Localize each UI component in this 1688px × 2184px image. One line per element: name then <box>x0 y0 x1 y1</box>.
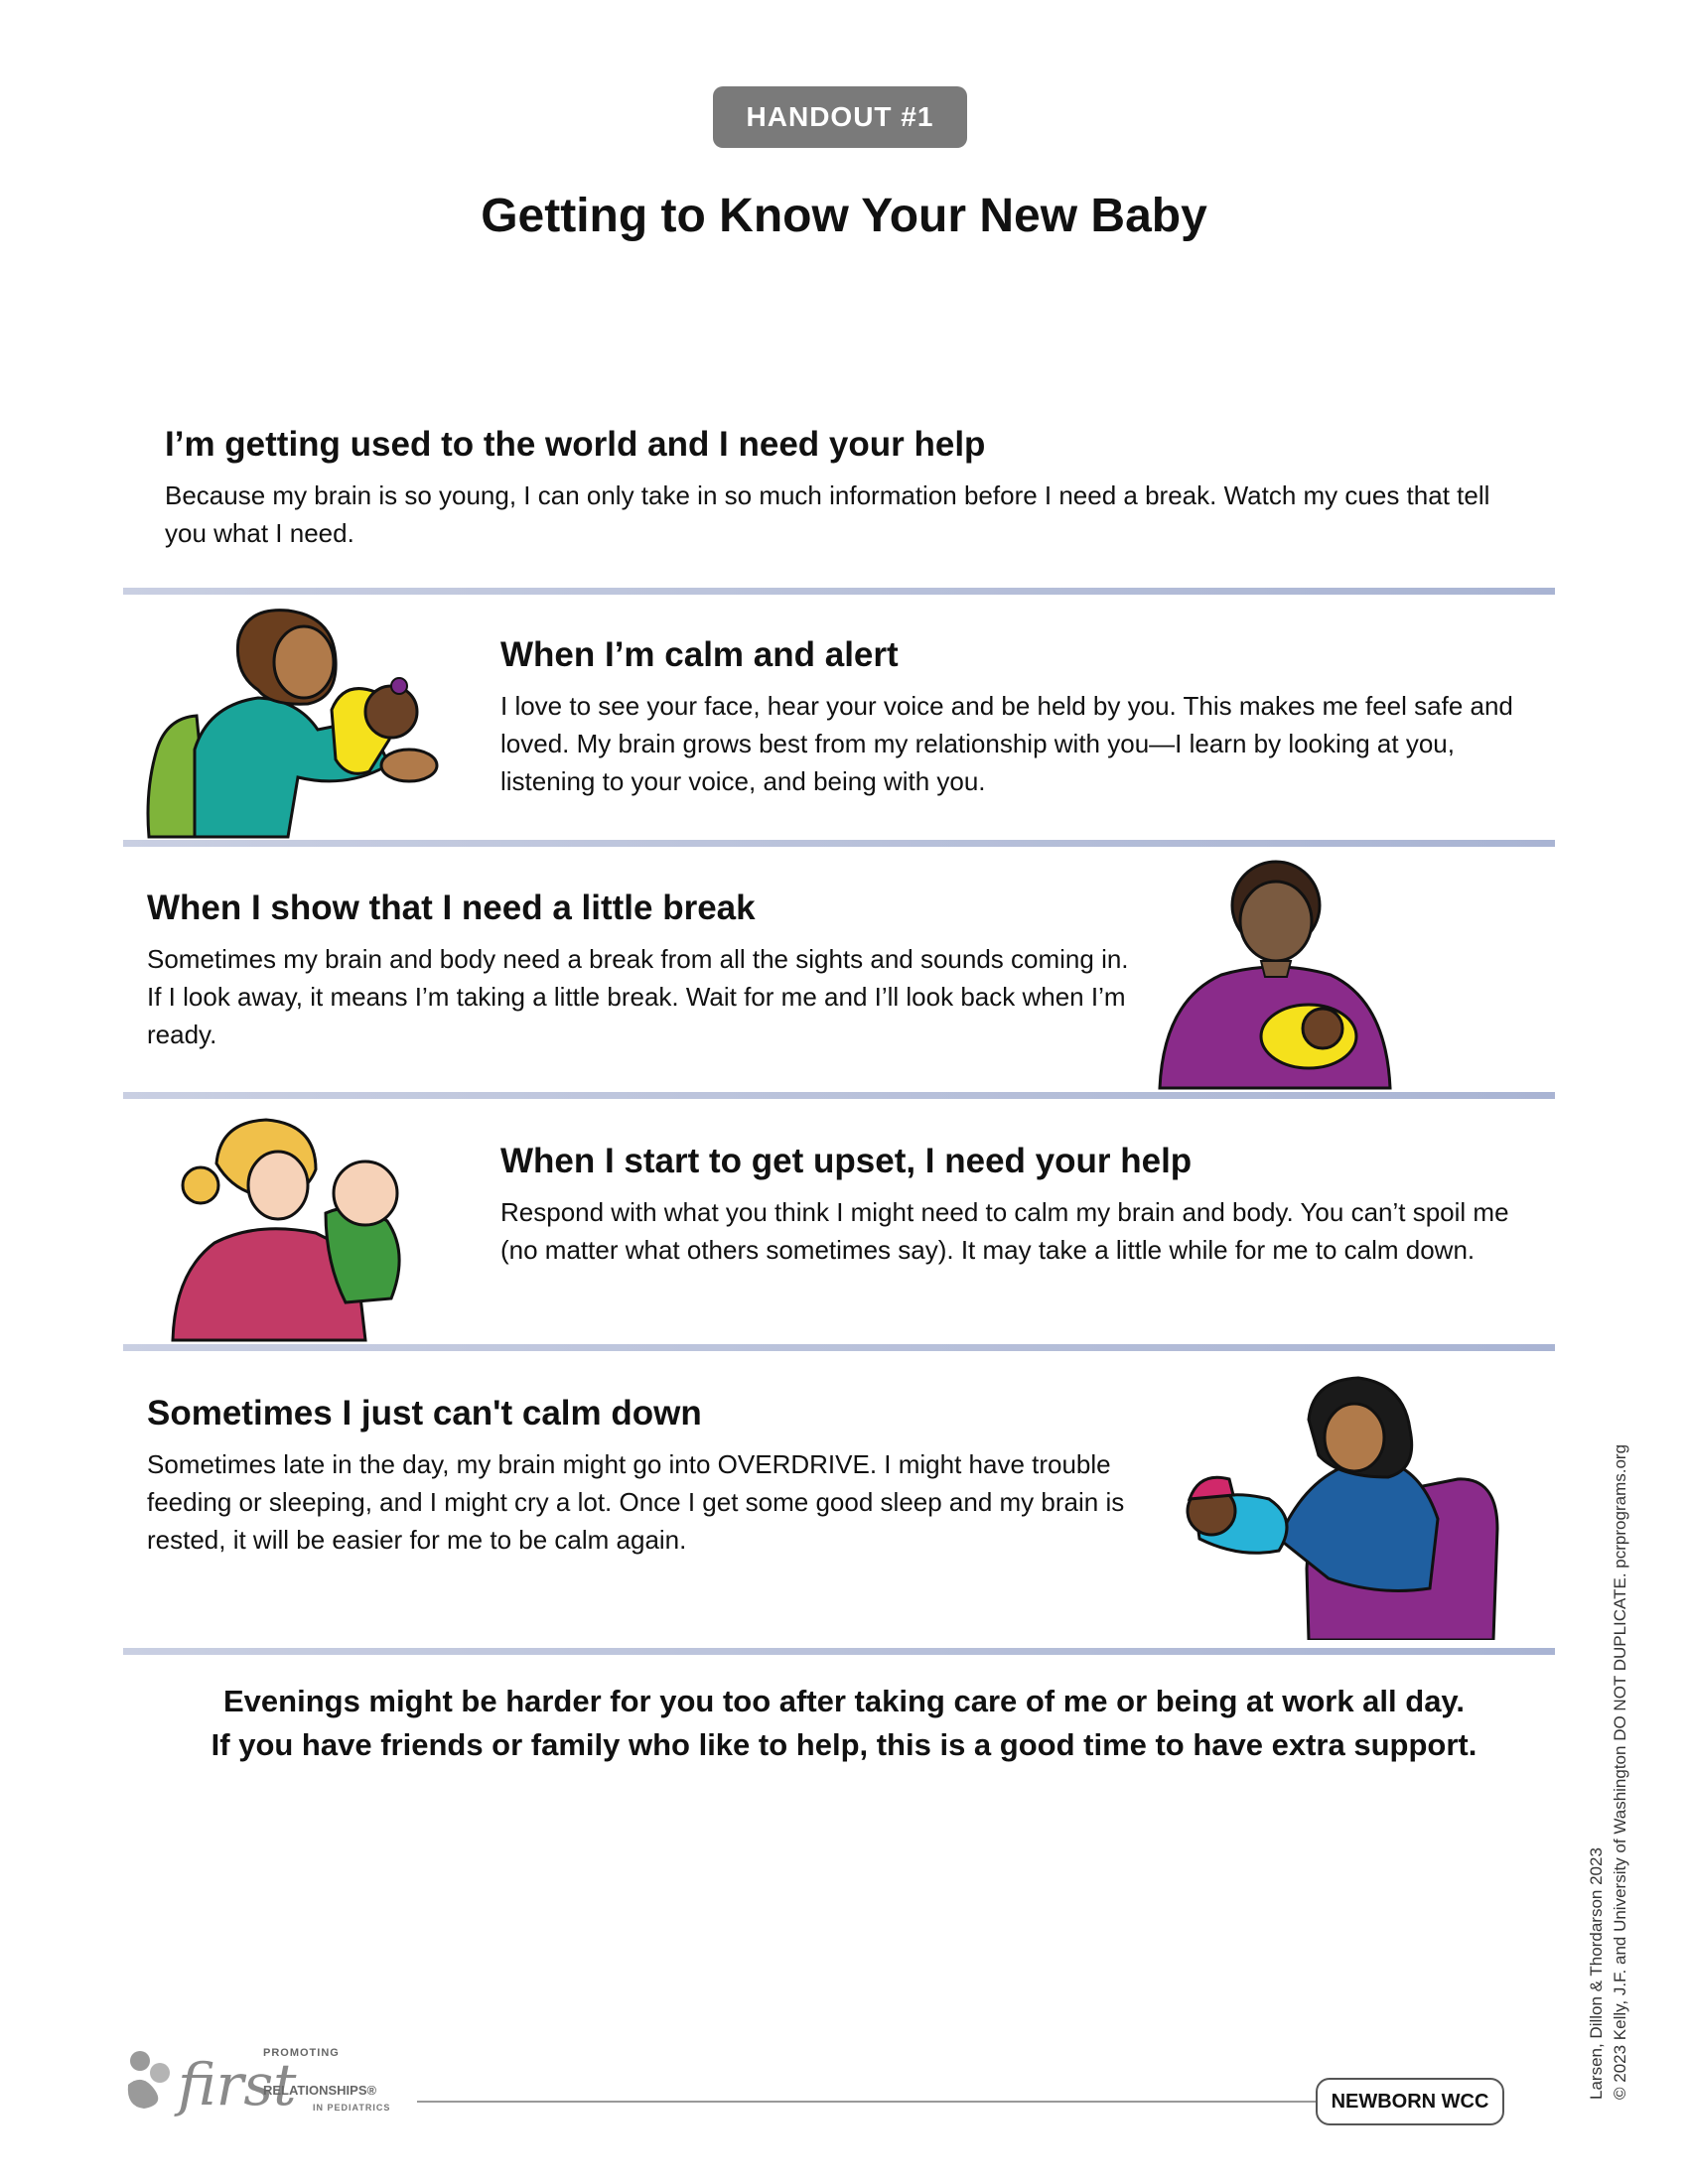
mother-holding-baby-illustration <box>139 601 457 839</box>
page-title: Getting to Know Your New Baby <box>481 190 1207 242</box>
section-body: I love to see your face, hear your voice and be held by you. This makes me feel safe and loved. My brain grows best from my relationship with you—I learn by looking at you, listening to your voice, and being with you. <box>500 691 1513 796</box>
getting-upset-section <box>500 1142 1513 1269</box>
section-divider <box>123 1092 1555 1099</box>
section-divider <box>123 1648 1555 1655</box>
credit-line: Larsen, Dillon & Thordarson 2023 <box>1587 1847 1606 2100</box>
section-heading: When I’m calm and alert <box>500 635 899 674</box>
logo-first: first <box>178 2051 297 2118</box>
section-body: Sometimes late in the day, my brain might go into OVERDRIVE. I might have trouble feeding or sleeping, and I might cry a lot. Once I get some good sleep and my brain is rested, it will be easier for me to be calm again. <box>147 1449 1125 1555</box>
newborn-wcc-badge: NEWBORN WCC <box>1316 2078 1504 2125</box>
closing-line-1: Evenings might be harder for you too after taking care of me or being at work all day. <box>222 1684 1465 1718</box>
mother-comforting-baby-illustration <box>167 1104 425 1342</box>
mother-in-chair-illustration <box>1160 1360 1507 1640</box>
copyright-notice <box>1585 1286 1632 2100</box>
logo-relationships: RELATIONSHIPS® <box>263 2083 377 2098</box>
logo-in-pediatrics: IN PEDIATRICS <box>313 2103 391 2113</box>
cant-calm-down-section <box>147 1394 1130 1559</box>
section-heading: When I show that I need a little break <box>147 888 756 927</box>
logo-promoting: PROMOTING <box>263 2047 340 2059</box>
section-body: Respond with what you think I might need to calm my brain and body. You can’t spoil me (no matter what others sometimes say). It may take a little while for me to calm down. <box>500 1197 1509 1265</box>
father-holding-baby-illustration <box>1152 852 1400 1090</box>
section-body: Sometimes my brain and body need a break from all the sights and sounds coming in. If I look away, it means I’m taking a little break. Wait for me and I’ll look back when I’m ready. <box>147 944 1129 1049</box>
handout-badge: HANDOUT #1 <box>713 86 967 148</box>
intro-section <box>165 425 1495 552</box>
copyright-line: © 2023 Kelly, J.F. and University of Washington DO NOT DUPLICATE. pcrprograms.org <box>1611 1443 1629 2100</box>
section-divider <box>123 588 1555 595</box>
little-break-section <box>147 888 1130 1053</box>
promoting-first-relationships-logo <box>124 2045 422 2124</box>
intro-heading: I’m getting used to the world and I need your help <box>165 425 986 464</box>
section-heading: When I start to get upset, I need your help <box>500 1142 1193 1180</box>
section-heading: Sometimes I just can't calm down <box>147 1394 702 1433</box>
section-divider <box>123 1344 1555 1351</box>
intro-body: Because my brain is so young, I can only take in so much information before I need a break. Watch my cues that tell you what I need. <box>165 480 1490 548</box>
footer-divider <box>417 2101 1316 2103</box>
closing-message <box>0 1680 1688 1767</box>
closing-line-2: If you have friends or family who like to help, this is a good time to have extra support. <box>211 1727 1477 1762</box>
logo-figures-icon <box>124 2045 184 2115</box>
calm-alert-section <box>500 635 1513 800</box>
section-divider <box>123 840 1555 847</box>
